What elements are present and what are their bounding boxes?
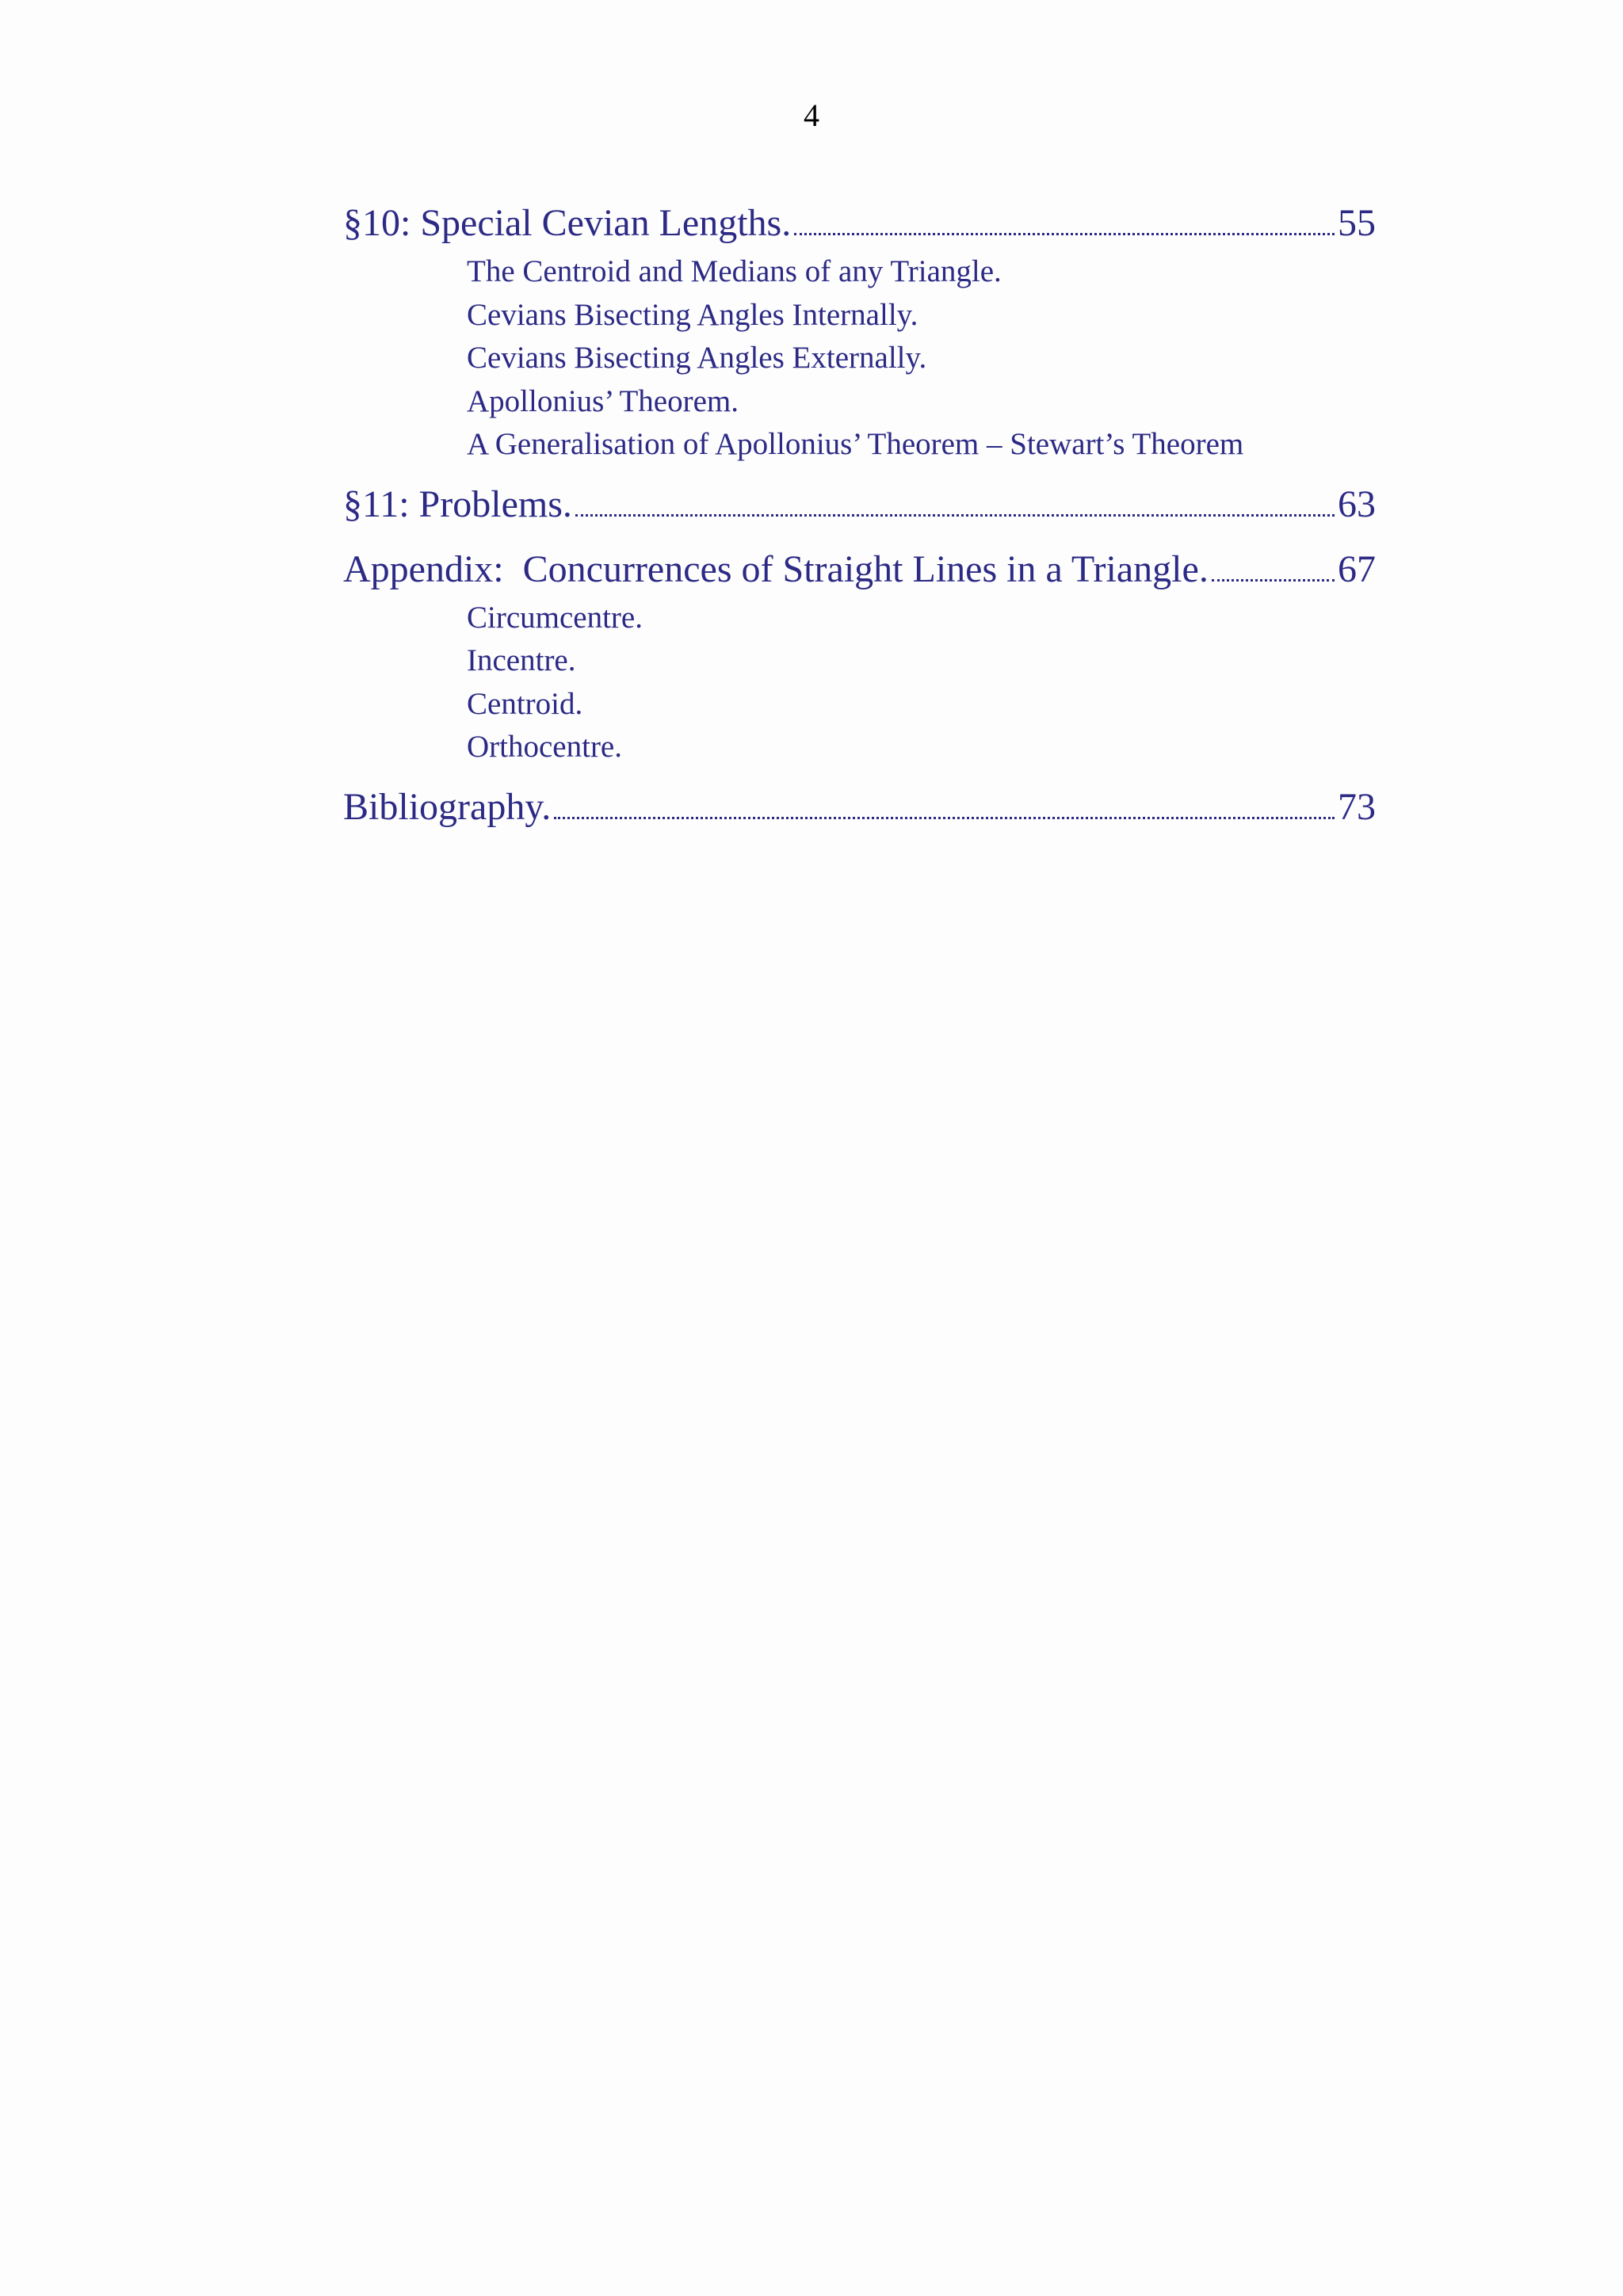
subsection-list	[343, 250, 1376, 467]
subsection-list	[343, 597, 1376, 769]
subsection-item[interactable]: The Centroid and Medians of any Triangle.	[467, 254, 1002, 288]
toc-entry-line[interactable]	[343, 543, 1376, 597]
toc-entry-bibliography	[343, 780, 1376, 834]
subsection-item[interactable]: Incentre.	[467, 643, 576, 677]
subsection-item[interactable]: Apollonius’ Theorem.	[467, 383, 739, 418]
page-number: 4	[804, 97, 819, 133]
toc-entry-title: Bibliography.	[343, 785, 552, 828]
toc-entry-line[interactable]	[343, 780, 1376, 834]
dot-leader	[1212, 579, 1335, 582]
subsection-item[interactable]: Cevians Bisecting Angles Externally.	[467, 341, 927, 375]
toc-entry-title: Appendix: Concurrences of Straight Lines in a Triangle.	[343, 547, 1209, 590]
table-of-contents	[343, 196, 1376, 834]
subsection-item[interactable]: A Generalisation of Apollonius’ Theorem – Stewart’s Theorem	[467, 427, 1244, 461]
toc-entry-section-11	[343, 478, 1376, 532]
subsection-item[interactable]: Circumcentre.	[467, 600, 643, 635]
toc-entry-section-10	[343, 196, 1376, 467]
toc-entry-title: §10: Special Cevian Lengths.	[343, 202, 792, 244]
subsection-item[interactable]: Orthocentre.	[467, 730, 622, 764]
toc-page-number: 55	[1338, 202, 1376, 244]
toc-entry-line[interactable]	[343, 478, 1376, 532]
toc-page-number: 67	[1338, 547, 1376, 590]
subsection-item[interactable]: Cevians Bisecting Angles Internally.	[467, 297, 918, 332]
toc-entry-line[interactable]	[343, 196, 1376, 250]
toc-entry-title: §11: Problems.	[343, 482, 572, 525]
toc-entry-appendix	[343, 543, 1376, 769]
toc-page-number: 63	[1338, 482, 1376, 525]
dot-leader	[794, 233, 1335, 235]
dot-leader	[575, 514, 1335, 517]
subsection-item[interactable]: Centroid.	[467, 686, 583, 721]
dot-leader	[554, 817, 1335, 819]
toc-page-number: 73	[1338, 785, 1376, 828]
